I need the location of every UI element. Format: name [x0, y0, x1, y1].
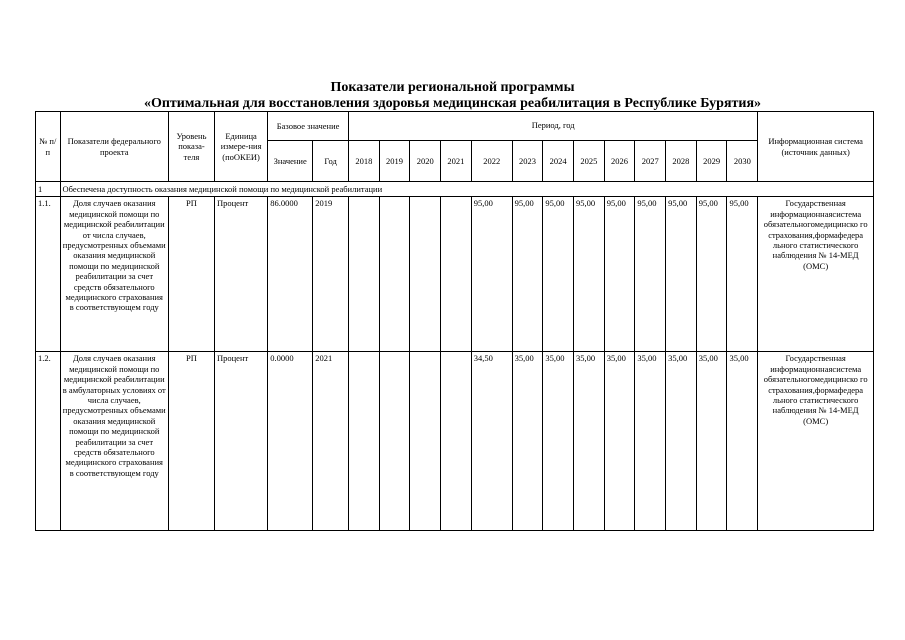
row-source: Государственная информационнаясистема обязательногомедицинско го страхования,формафедера льного статистического наблюдения № 14-МЕД (ОМС) [758, 352, 874, 531]
row-value: 35,00 [696, 352, 727, 531]
header-base: Базовое значение [268, 112, 349, 141]
header-year: 2018 [348, 141, 379, 182]
row-value: 95,00 [543, 197, 574, 352]
section-number: 1 [36, 182, 61, 197]
document-subtitle: «Оптимальная для восстановления здоровья медицинская реабилитация в Республике Бурятия» [143, 96, 762, 111]
row-value [441, 352, 472, 531]
header-year: 2022 [471, 141, 512, 182]
row-value [348, 352, 379, 531]
row-value: 95,00 [696, 197, 727, 352]
row-value: 35,00 [666, 352, 697, 531]
header-year: 2020 [410, 141, 441, 182]
row-value [379, 197, 410, 352]
row-base-year: 2019 [313, 197, 349, 352]
header-base-value: Значение [268, 141, 313, 182]
row-value [410, 352, 441, 531]
section-row [36, 182, 874, 197]
row-value: 34,50 [471, 352, 512, 531]
row-number: 1.1. [36, 197, 61, 352]
row-source: Государственная информационнаясистема обязательногомедицинско го страхования,формафедера льного статистического наблюдения № 14-МЕД (ОМС) [758, 197, 874, 352]
row-indicator: Доля случаев оказания медицинской помощи по медицинской реабилитации от числа случаев, предусмотренных объемами оказания медицинской помощи по медицинской реабилитации за счет средств обязательного медицинского страхования в соответствующем году [60, 197, 168, 352]
row-level: РП [168, 352, 214, 531]
row-value: 95,00 [512, 197, 543, 352]
row-base-value: 86.0000 [268, 197, 313, 352]
row-value [441, 197, 472, 352]
header-unit: Единица измере-ния (поОКЕИ) [215, 112, 268, 182]
row-value: 95,00 [666, 197, 697, 352]
row-value: 95,00 [727, 197, 758, 352]
header-year: 2030 [727, 141, 758, 182]
table-row [36, 197, 874, 352]
header-level: Уровень показа-теля [168, 112, 214, 182]
header-year: 2026 [604, 141, 635, 182]
header-year: 2019 [379, 141, 410, 182]
row-indicator: Доля случаев оказания медицинской помощи по медицинской реабилитации в амбулаторных условиях от числа случаев, предусмотренных объемами оказания медицинской помощи по медицинской реабилитации за счет средств обязательного медицинского страхования в соответствующем году [60, 352, 168, 531]
row-value: 35,00 [604, 352, 635, 531]
document-title: Показатели региональной программы [330, 80, 575, 95]
row-value: 35,00 [635, 352, 666, 531]
row-value [410, 197, 441, 352]
indicators-table [35, 111, 874, 531]
row-unit: Процент [215, 352, 268, 531]
section-title: Обеспечена доступность оказания медицинской помощи по медицинской реабилитации [60, 182, 873, 197]
header-year: 2024 [543, 141, 574, 182]
row-value: 35,00 [543, 352, 574, 531]
row-value: 35,00 [727, 352, 758, 531]
header-year: 2021 [441, 141, 472, 182]
header-year: 2028 [666, 141, 697, 182]
row-value: 35,00 [512, 352, 543, 531]
header-base-year: Год [313, 141, 349, 182]
row-value [348, 197, 379, 352]
table-row [36, 352, 874, 531]
row-value: 95,00 [471, 197, 512, 352]
header-year: 2023 [512, 141, 543, 182]
header-number: № п/п [36, 112, 61, 182]
row-value: 35,00 [574, 352, 605, 531]
row-base-year: 2021 [313, 352, 349, 531]
row-unit: Процент [215, 197, 268, 352]
header-period: Период, год [348, 112, 757, 141]
header-year: 2025 [574, 141, 605, 182]
header-year: 2027 [635, 141, 666, 182]
row-value: 95,00 [635, 197, 666, 352]
header-indicator: Показатели федерального проекта [60, 112, 168, 182]
row-value: 95,00 [574, 197, 605, 352]
row-base-value: 0.0000 [268, 352, 313, 531]
row-number: 1.2. [36, 352, 61, 531]
row-value: 95,00 [604, 197, 635, 352]
header-source: Информационная система (источник данных) [758, 112, 874, 182]
row-level: РП [168, 197, 214, 352]
row-value [379, 352, 410, 531]
header-year: 2029 [696, 141, 727, 182]
